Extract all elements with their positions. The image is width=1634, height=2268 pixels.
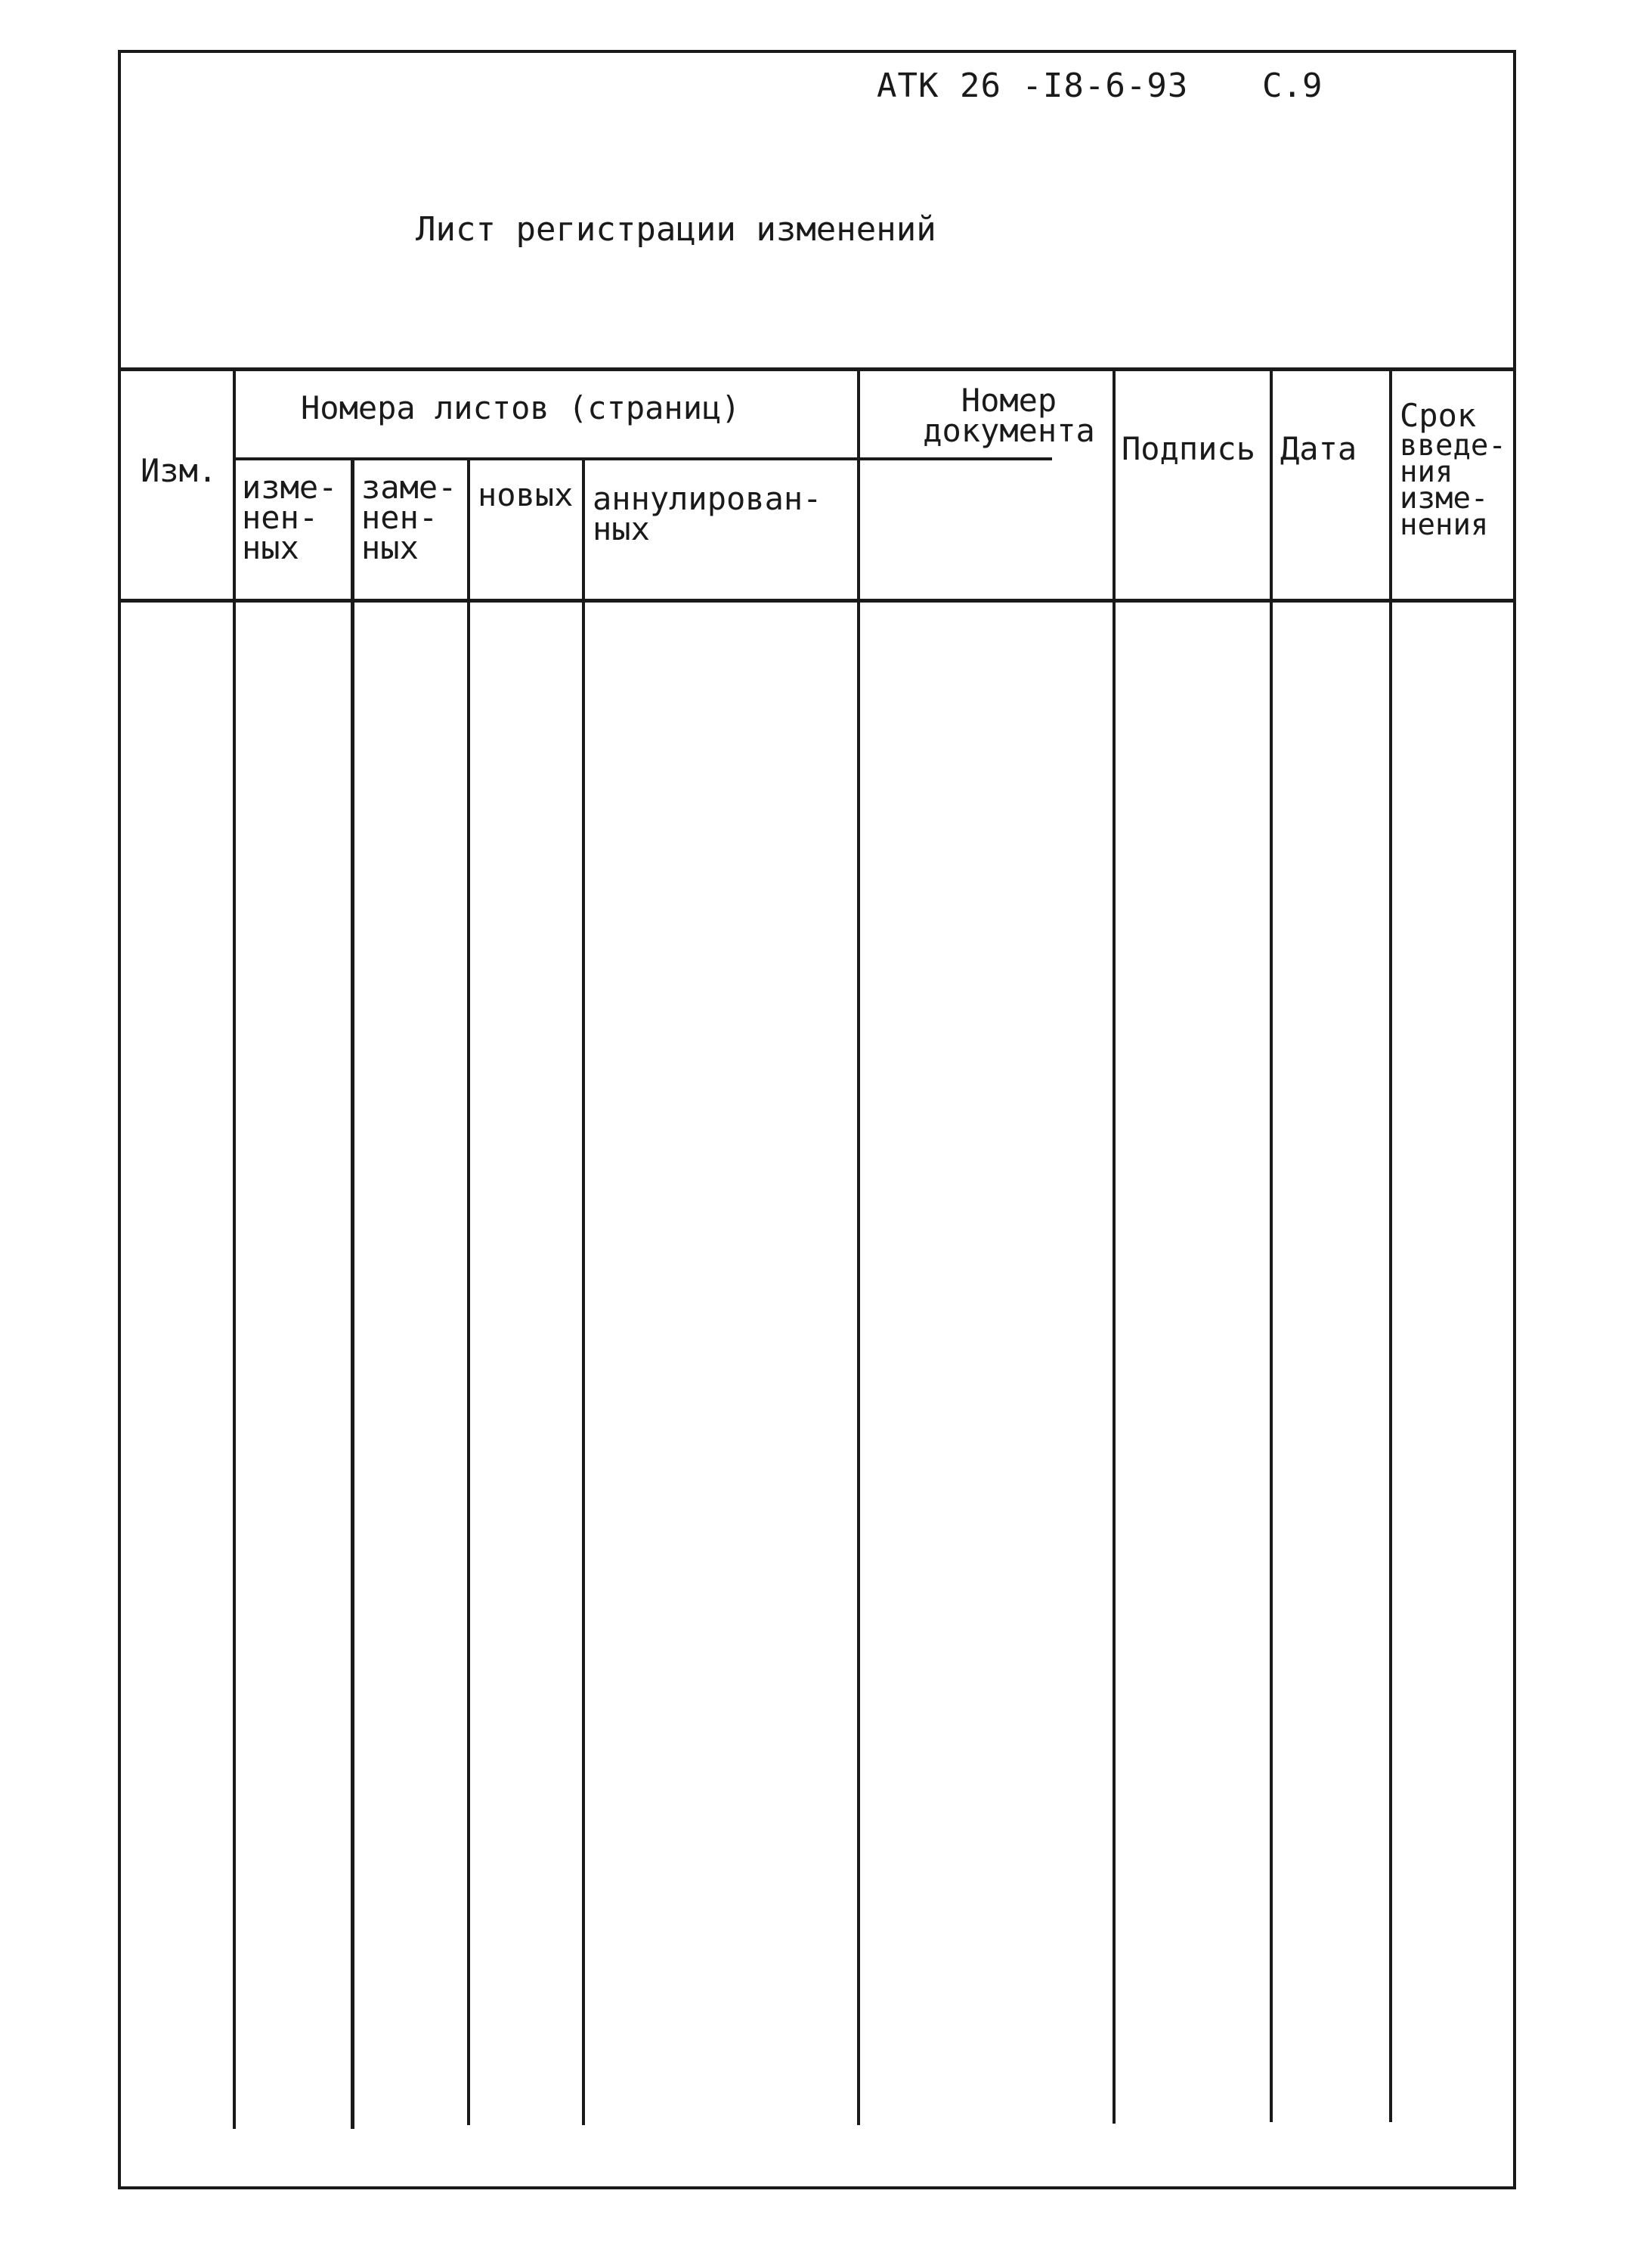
col-header-data: Дата <box>1280 430 1357 467</box>
column-divider-1 <box>233 367 236 2129</box>
column-divider-4 <box>582 457 585 2125</box>
column-divider-5 <box>857 367 860 2125</box>
col-header-podpis: Подпись <box>1122 430 1256 467</box>
column-divider-8 <box>1389 367 1392 2122</box>
col-header-zamenennyh: заме- нен- ных <box>361 469 457 566</box>
col-header-annulirovannyh: аннулирован- ных <box>593 480 822 547</box>
header-bottom-rule <box>118 599 1516 603</box>
column-divider-6 <box>1113 367 1116 2124</box>
col-header-izmenennyh: изме- нен- ных <box>242 469 338 566</box>
col-group-header: Номера листов (страниц) <box>301 389 741 426</box>
column-divider-2 <box>351 457 354 2129</box>
table-top-rule <box>118 367 1516 371</box>
page-number: С.9 <box>1262 67 1323 105</box>
group-header-rule <box>234 457 1052 460</box>
col-header-izm: Изм. <box>141 452 218 489</box>
column-divider-3 <box>467 457 470 2125</box>
column-divider-7 <box>1270 367 1273 2122</box>
col-header-novyh: новых <box>478 476 574 513</box>
col-header-srok-rest: введе- ния изме- нения <box>1400 429 1506 542</box>
document-code: АТК 26 -I8-6-93 <box>877 67 1189 105</box>
col-header-nomer-dokumenta: Номер документа <box>923 382 1095 449</box>
col-header-srok-title: Срок <box>1400 397 1477 434</box>
sheet-title: Лист регистрации изменений <box>416 210 936 249</box>
